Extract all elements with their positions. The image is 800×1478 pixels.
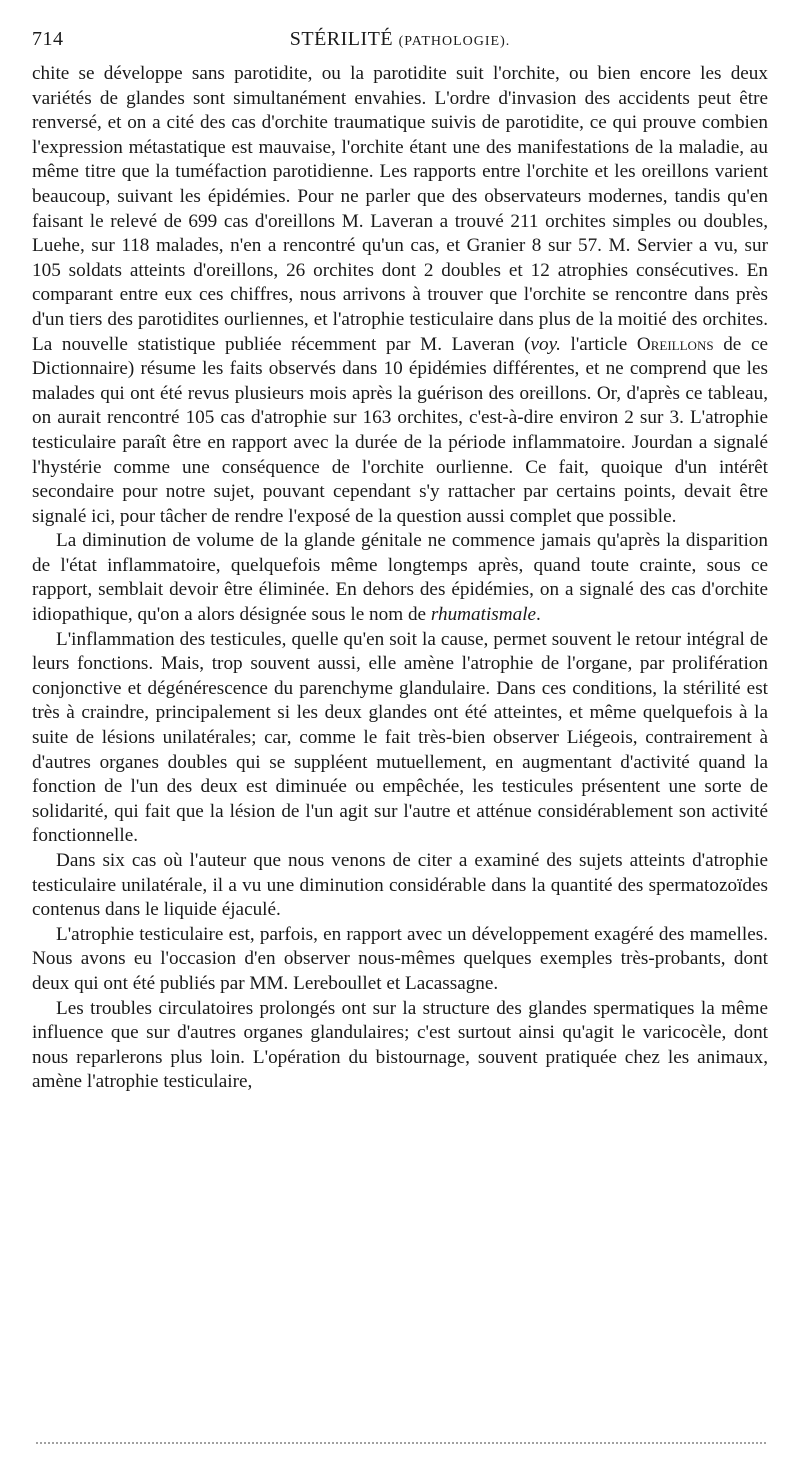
paragraph: Dans six cas où l'auteur que nous venons de citer a examiné des sujets atteints d'atrophie testiculaire unilatérale, il a vu une diminution considérable dans la quantité des spermatozoïdes contenus dans le liquide éjaculé. <box>32 850 768 921</box>
paragraph <box>32 62 768 529</box>
paragraph-text: de ce Dictionnaire) résume les faits observés dans 10 épidémies différentes, et ne comprend que les malades qui ont été revus plusieurs mois après la guérison des oreillons. Or, d'après ce tableau, on aurait rencontré 105 cas d'atrophie sur 163 orchites, c'est-à-dire environ 2 sur 3. L'atrophie testiculaire paraît être en rapport avec la durée de la période inflammatoire. Jourdan a signalé l'hystérie comme une conséquence de l'orchite ourlienne. Ce fait, quoique d'un intérêt secondaire pour notre sujet, pouvant cependant s'y rattacher par certains points, devait être signalé ici, pour tâcher de rendre l'exposé de la question aussi complet que possible. <box>32 333 768 527</box>
article-reference: Oreillons <box>636 333 714 355</box>
paragraph-text: . <box>536 604 541 626</box>
term-rhumatismale: rhumatismale <box>430 604 537 626</box>
paragraph-text: La diminution de volume de la glande génitale ne commence jamais qu'après la disparition de l'état inflammatoire, quelquefois même longtemps après, quand toute crainte, sous ce rapport, semblait devoir être éliminée. En dehors des épidémies, on a signalé des cas d'orchite idiopathique, qu'on a alors désignée sous le nom de <box>32 530 768 626</box>
running-title <box>32 28 768 51</box>
paragraph: Les troubles circulatoires prolongés ont sur la structure des glandes spermatiques la même influence que sur d'autres organes glandulaires; c'est surtout ainsi qu'agit le varicocèle, dont nous reparlerons plus loin. L'opération du bistournage, souvent pratiquée chez les animaux, amène l'atrophie testiculaire, <box>32 997 768 1093</box>
page-number: 714 <box>32 28 64 50</box>
running-title-main: STÉRILITÉ <box>289 28 394 50</box>
abbrev-voy: voy. <box>530 333 561 355</box>
running-header <box>32 28 768 62</box>
paragraph: L'atrophie testiculaire est, parfois, en rapport avec un développement exagéré des mamelles. Nous avons eu l'occasion d'en observer nous-mêmes quelques exemples très-probants, dont deux qui ont été publiés par MM. Lereboullet et Lacassagne. <box>32 923 768 994</box>
paragraph-text: l'article <box>560 333 637 355</box>
paragraph: L'inflammation des testicules, quelle qu'en soit la cause, permet souvent le retour intégral de leurs fonctions. Mais, trop souvent aussi, elle amène l'atrophie de l'organe, par prolifération conjonctive et dégénérescence du parenchyme glandulaire. Dans ces conditions, la stérilité est très à craindre, principalement si les deux glandes ont été atteintes, et même quelquefois à la suite de lésions unilatérales; car, comme le fait très-bien observer Liégeois, contrairement à d'autres organes doubles qui se suppléent mutuellement, en augmentant d'activité quand la fonction de l'un des deux est diminuée ou empêchée, les testicules présentent une sorte de solidarité, qui fait que la lésion de l'un agit sur l'autre et atténue considérablement son activité fonctionnelle. <box>32 628 768 847</box>
running-title-sub: (PATHOLOGIE). <box>398 34 511 49</box>
paragraph <box>32 529 768 627</box>
page-bottom-dotted-rule <box>36 1442 766 1444</box>
document-page <box>32 28 768 1095</box>
body-text <box>32 62 768 1095</box>
paragraph-text: chite se développe sans parotidite, ou la parotidite suit l'orchite, ou bien encore les deux variétés de glandes sont simultanément envahies. L'ordre d'invasion des accidents peut être renversé, et on a cité des cas d'orchite traumatique suivis de parotidite, ce qui prouve combien l'expression métastatique est mauvaise, l'orchite étant une des manifestations de la maladie, au même titre que la tuméfaction parotidienne. Les rapports entre l'orchite et les oreillons varient beaucoup, suivant les épidémies. Pour ne parler que des observateurs modernes, tandis qu'en faisant le relevé de 699 cas d'oreillons M. Laveran a trouvé 211 orchites simples ou doubles, Luehe, sur 118 malades, n'en a rencontré qu'un cas, et Granier 8 sur 57. M. Servier a vu, sur 105 soldats atteints d'oreillons, 26 orchites dont 2 doubles et 12 atrophies consécutives. En comparant entre eux ces chiffres, nous arrivons à trouver que l'orchite se rencontre dans près d'un tiers des parotidites ourliennes, et l'atrophie testiculaire dans plus de la moitié des orchites. La nouvelle statistique publiée récemment par M. Laveran ( <box>32 63 768 355</box>
